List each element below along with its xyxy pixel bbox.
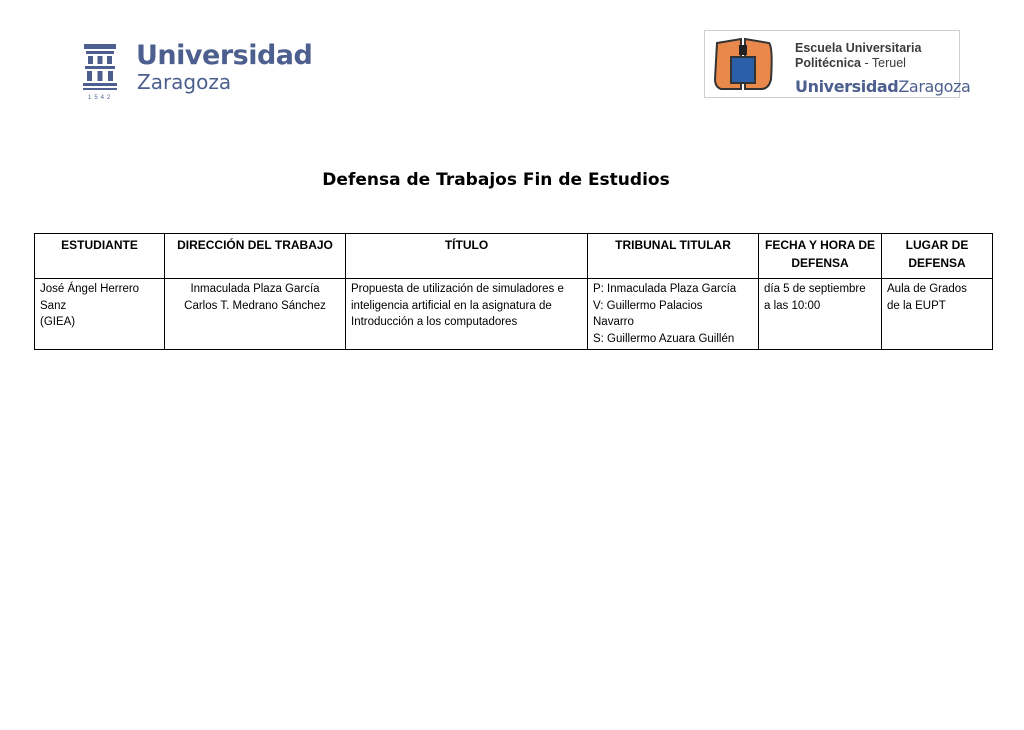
logo-text-zaragoza: Zaragoza: [137, 70, 232, 94]
header-titulo: TÍTULO: [346, 234, 588, 279]
tribunal-vocal: V: Guillermo Palacios: [593, 299, 703, 312]
cell-date: [759, 279, 882, 350]
header-fecha: FECHA Y HORA DE DEFENSA: [759, 234, 882, 279]
eupt-logo-line3-rest: Zaragoza: [898, 77, 971, 96]
date-line-1: día 5 de septiembre: [764, 283, 866, 295]
table-row: [35, 279, 993, 350]
eupt-logo-line3: [795, 77, 970, 96]
logo-year: 1542: [88, 95, 114, 101]
header-direccion: DIRECCIÓN DEL TRABAJO: [165, 234, 346, 279]
eupt-logo-line1: Escuela Universitaria: [795, 41, 922, 55]
date-line-2: a las 10:00: [764, 299, 821, 312]
student-name-2: Sanz: [40, 299, 67, 312]
universidad-zaragoza-logo: [78, 40, 313, 106]
cell-title: [346, 279, 588, 350]
place-line-1: Aula de Grados: [887, 283, 967, 295]
title-line-2: inteligencia artificial en la asignatura de: [351, 299, 552, 312]
eupt-emblem-icon: [711, 35, 775, 93]
student-name-1: José Ángel Herrero: [40, 283, 140, 295]
university-emblem-icon: [80, 42, 120, 102]
cell-tribunal: [588, 279, 759, 350]
page-title: Defensa de Trabajos Fin de Estudios: [322, 170, 670, 190]
cell-place: [882, 279, 993, 350]
tribunal-secretary: S: Guillermo Azuara Guillén: [593, 332, 735, 345]
eupt-logo-line2: [795, 56, 906, 70]
eupt-logo-line3-bold: Universidad: [795, 77, 899, 96]
eupt-logo-line2-rest: - Teruel: [861, 56, 906, 70]
director-2: Carlos T. Medrano Sánchez: [184, 299, 326, 312]
cell-direction: [165, 279, 346, 350]
title-line-1: Propuesta de utilización de simuladores e: [351, 283, 564, 295]
defense-schedule-table: [34, 233, 993, 350]
place-line-2: de la EUPT: [887, 299, 946, 312]
table-header-row: [35, 234, 993, 279]
header-tribunal: TRIBUNAL TITULAR: [588, 234, 759, 279]
title-line-3: Introducción a los computadores: [351, 316, 518, 328]
logo-text-universidad: Universidad: [136, 40, 313, 71]
eupt-logo-line2-bold: Politécnica: [795, 56, 861, 70]
cell-student: [35, 279, 165, 350]
tribunal-president: P: Inmaculada Plaza García: [593, 283, 737, 295]
tribunal-vocal-cont: Navarro: [593, 316, 634, 328]
student-degree: (GIEA): [40, 316, 76, 328]
eupt-logo: [704, 30, 971, 98]
header-lugar: LUGAR DE DEFENSA: [882, 234, 993, 279]
director-1: Inmaculada Plaza García: [190, 283, 320, 295]
header-estudiante: ESTUDIANTE: [35, 234, 165, 279]
